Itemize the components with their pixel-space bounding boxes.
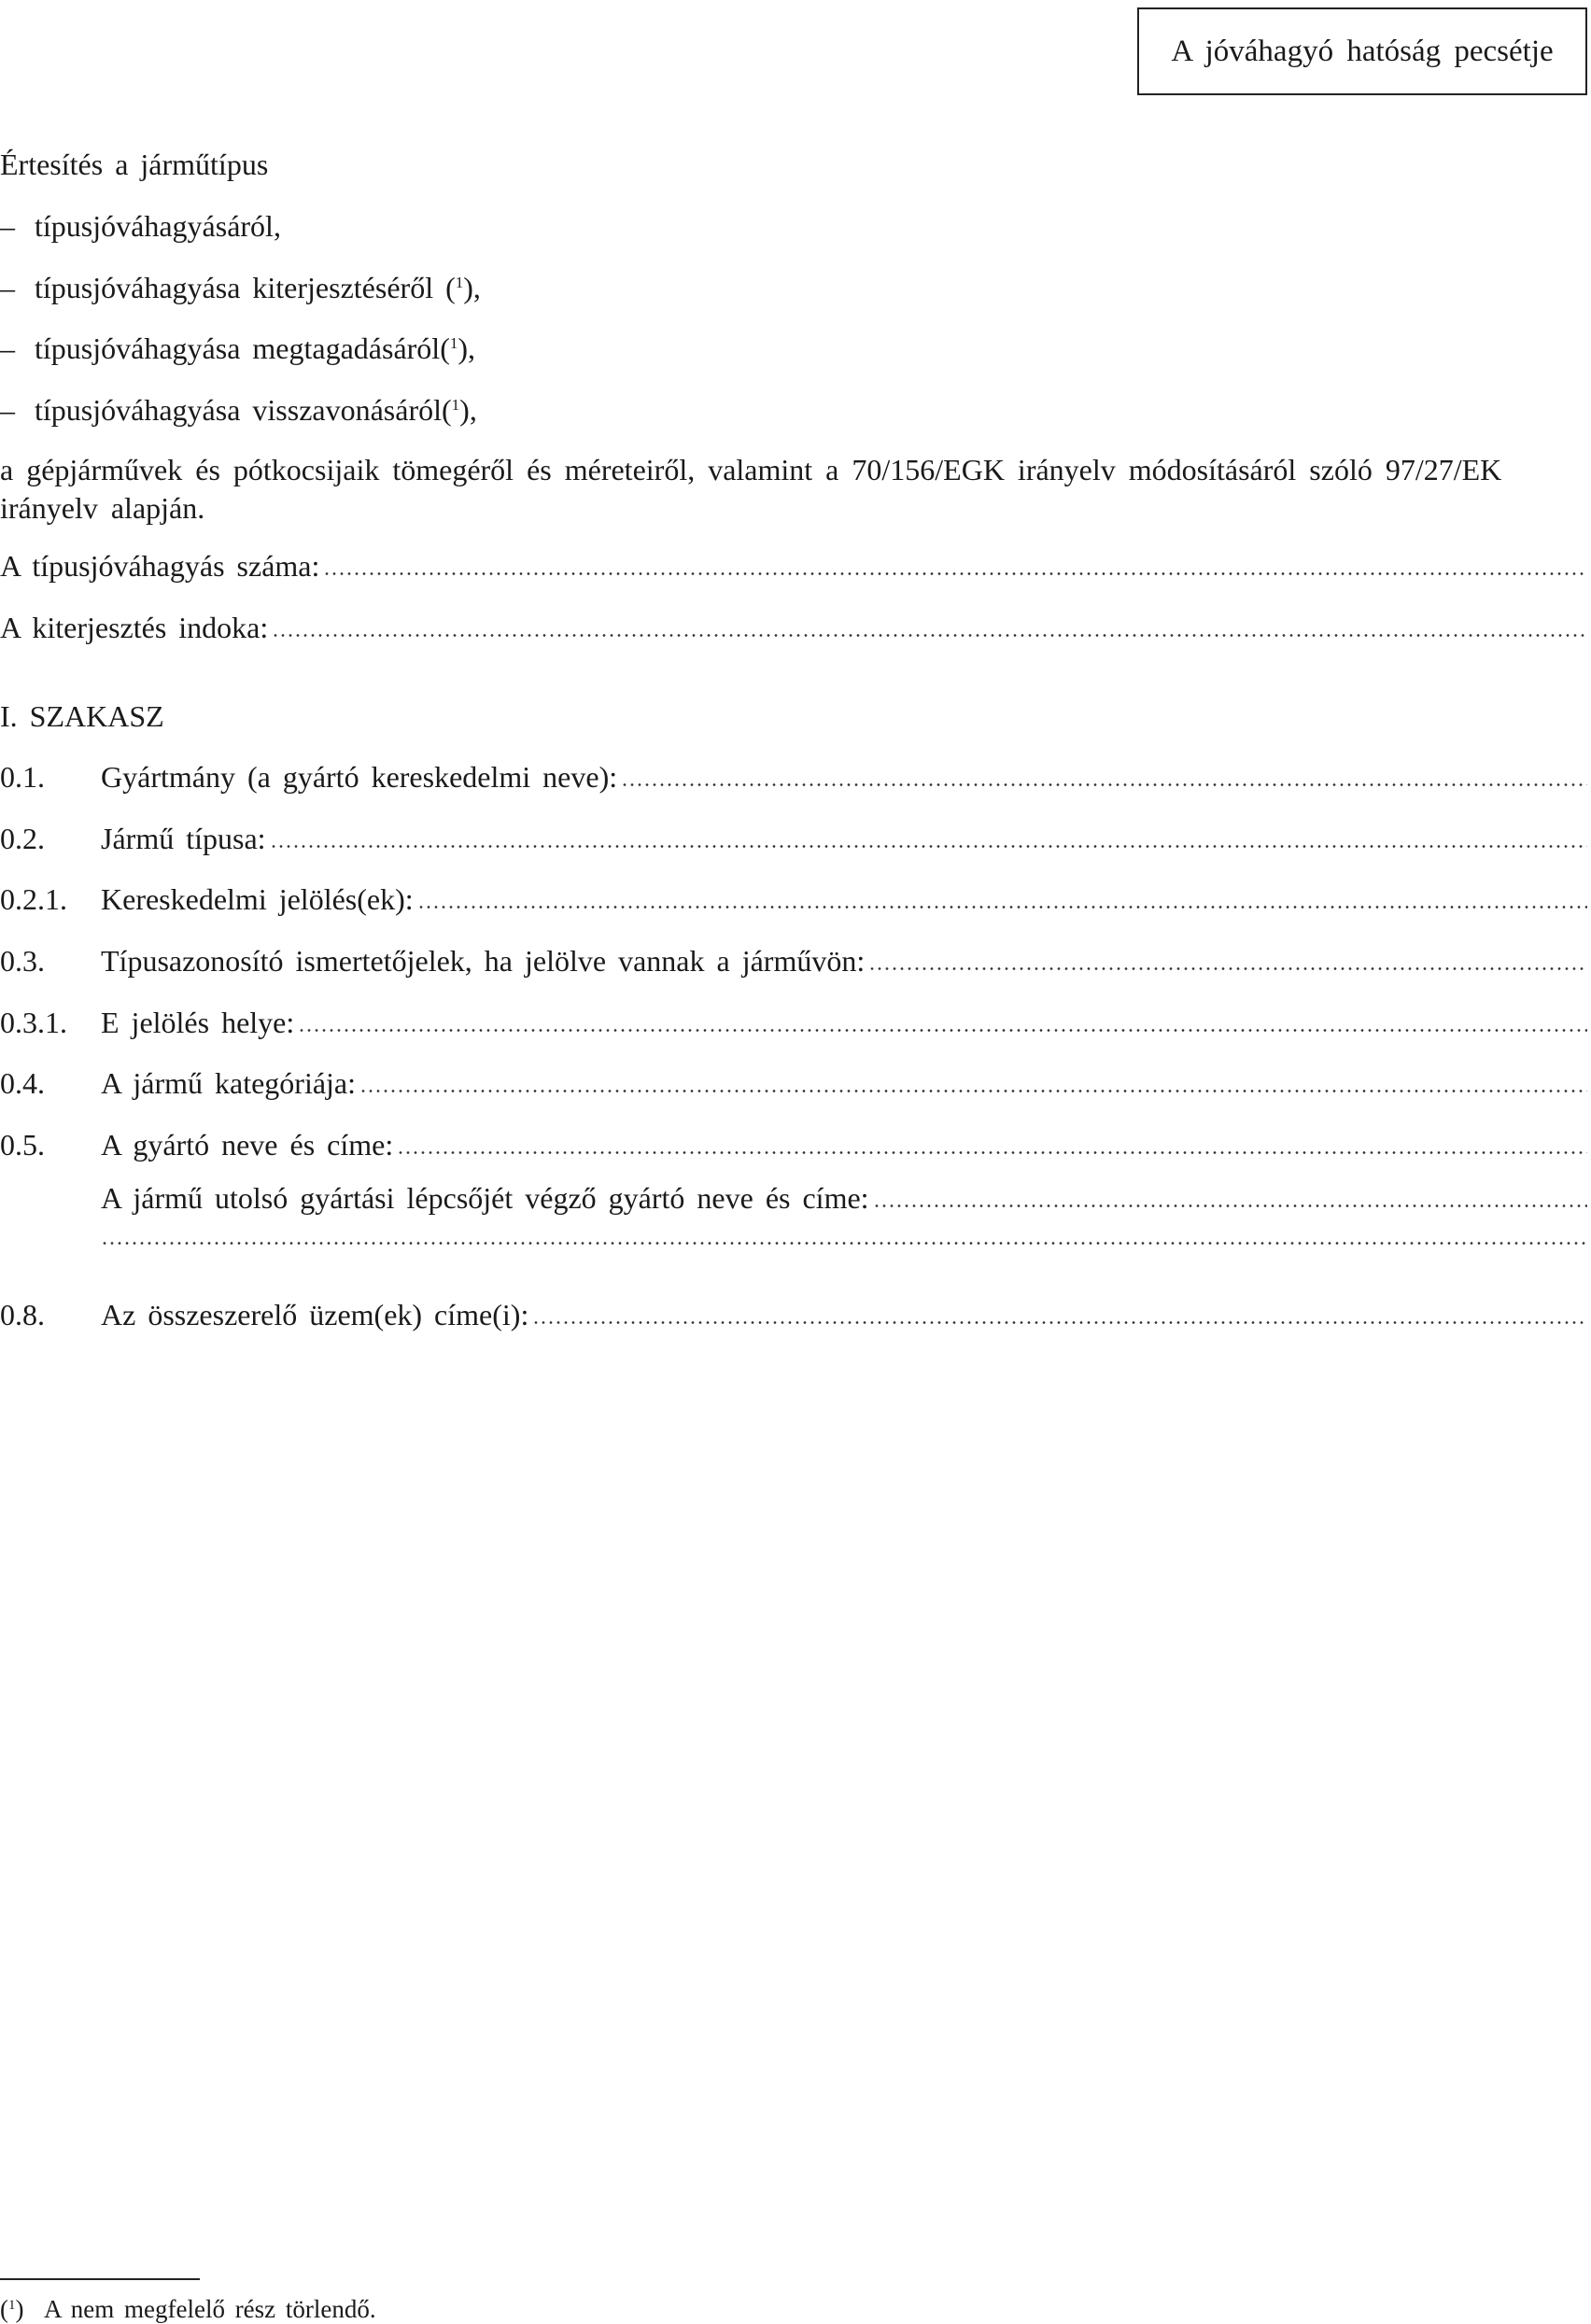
list-item-suffix: ), [463,271,481,304]
legal-basis-paragraph: a gépjárművek és pótkocsijaik tömegéről és méreteiről, valamint a 70/156/EGK irányelv módosításáról szóló 97/27/EK irányelv alapján. [0,453,1502,525]
footnote-ref: 1 [455,274,464,291]
list-item [0,395,477,425]
footnote-ref: 1 [451,396,460,414]
list-item-text: típusjóváhagyásáról, [35,209,281,243]
list-dash: – [0,271,15,304]
fill-in-dots [417,906,1587,908]
fill-in-dots [101,1242,1587,1245]
field-0-4[interactable] [0,1068,1587,1098]
list-item-text: típusjóváhagyása visszavonásáról( [35,393,452,427]
field-label: Jármű típusa: [101,822,266,855]
field-number: 0.3. [0,944,45,978]
fill-in-dots [397,1151,1587,1154]
list-item-text: típusjóváhagyása kiterjesztéséről ( [35,271,456,304]
field-label: A kiterjesztés indoka: [0,611,269,644]
field-label: Típusazonosító ismertetőjelek, ha jelölve vannak a járművön: [101,944,866,978]
field-label: Gyártmány (a gyártó kereskedelmi neve): [101,760,618,794]
field-number: 0.8. [0,1298,45,1331]
footnote [0,2295,376,2324]
footnote-text: A nem megfelelő rész törlendő. [44,2295,376,2323]
list-item [0,273,481,303]
field-0-3-1[interactable] [0,1007,1587,1037]
fill-in-dots [532,1321,1587,1324]
fill-in-dots [868,967,1587,970]
field-final-stage-manufacturer[interactable] [101,1183,1587,1213]
fill-in-dots [323,572,1587,575]
footnote-mark: 1 [8,2298,16,2313]
field-number: 0.2.1. [0,882,67,916]
field-number: 0.4. [0,1066,45,1100]
footnote-divider [0,2278,200,2280]
list-item [0,211,281,241]
field-number: 0.1. [0,760,45,794]
list-item-suffix: ), [459,393,477,427]
fill-in-dots [873,1204,1587,1207]
field-0-2-1[interactable] [0,884,1587,914]
stamp-label: A jóváhagyó hatóság pecsétje [1171,34,1554,68]
footnote-paren: ( [0,2295,8,2323]
field-number: 0.5. [0,1128,45,1162]
fill-in-dots [272,634,1587,637]
field-label: A gyártó neve és címe: [101,1128,394,1162]
list-item-text: típusjóváhagyása megtagadásáról( [35,331,450,365]
footnote-paren: ) [15,2295,24,2323]
field-label: A jármű utolsó gyártási lépcsőjét végző gyártó neve és címe: [101,1181,869,1215]
extension-reason-field[interactable] [0,613,1587,642]
field-label: Az összeszerelő üzem(ek) címe(i): [101,1298,529,1331]
field-0-1[interactable] [0,762,1587,792]
footnote-ref: 1 [449,334,458,352]
field-0-3[interactable] [0,946,1587,976]
list-item [0,333,475,363]
list-dash: – [0,393,15,427]
fill-in-dots [298,1029,1587,1032]
field-number: 0.3.1. [0,1006,67,1039]
fill-in-dots [270,845,1587,848]
fill-in-dots [621,783,1587,786]
list-item-suffix: ), [458,331,475,365]
section-title: I. SZAKASZ [0,699,164,733]
fill-in-dots [359,1090,1587,1092]
field-0-2[interactable] [0,824,1587,853]
field-continuation-line[interactable] [101,1242,1587,1250]
field-label: A jármű kategóriája: [101,1066,357,1100]
field-0-8[interactable] [0,1300,1587,1330]
approval-stamp-box [1137,7,1587,95]
notice-heading: Értesítés a járműtípus [0,148,269,181]
approval-number-field[interactable] [0,551,1587,581]
field-label: Kereskedelmi jelölés(ek): [101,882,414,916]
field-label: A típusjóváhagyás száma: [0,549,320,583]
list-dash: – [0,331,15,365]
list-dash: – [0,209,15,243]
field-number: 0.2. [0,822,45,855]
field-0-5[interactable] [0,1130,1587,1160]
field-label: E jelölés helye: [101,1006,295,1039]
